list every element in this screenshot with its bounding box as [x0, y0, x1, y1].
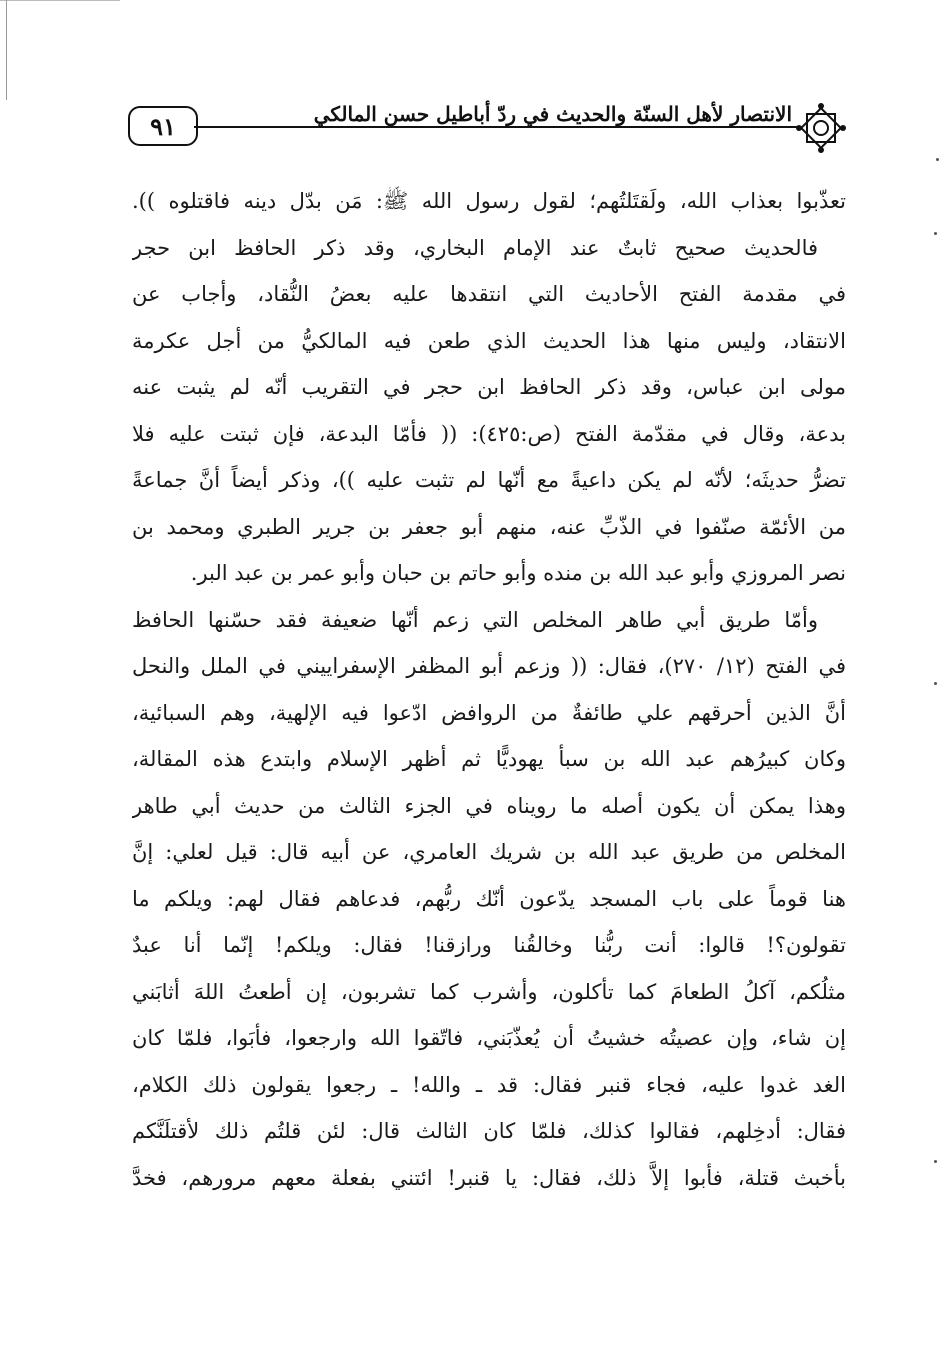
text-line: فقال: أدخِلهم، فقالوا كذلك، فلمّا كان الثالث قال: لئن قلتُم ذلك لأقتلَنَّكم [132, 1119, 846, 1143]
text-line: بدعة، وقال في مقدّمة الفتح (ص:٤٢٥): (( فأمّا البدعة، فإن ثبتت عليه فلا [132, 421, 846, 446]
text-line: وأمّا طريق أبي طاهر المخلص التي زعم أنّها ضعيفة فقد حسّنها الحافظ [132, 607, 818, 632]
text-line: تقولون؟! قالوا: أنت ربُّنا وخالقُنا ورازقنا! فقال: ويلكم! إنّما أنا عبدٌ [132, 933, 846, 957]
page-number-box [128, 106, 198, 146]
running-title: الانتصار لأهل السنّة والحديث في ردّ أباطيل حسن المالكي [313, 102, 792, 126]
text-line: تعذّبوا بعذاب الله، ولَقتَلتُهم؛ لقول رسول الله ﷺ: مَن بدّل دينه فاقتلوه )). [132, 189, 846, 213]
text-line: في الفتح (١٢/ ٢٧٠)، فقال: (( وزعم أبو المظفر الإسفراييني في الملل والنحل [132, 654, 846, 678]
text-line: أنَّ الذين أحرقهم علي طائفةٌ من الروافض ادّعوا فيه الإلهية، وهم السبائية، [132, 700, 846, 725]
scan-speck [934, 682, 937, 685]
star-ornament-icon [792, 100, 850, 156]
text-line: وهذا يمكن أن يكون أصله ما رويناه في الجزء الثالث من حديث أبي طاهر [132, 793, 846, 818]
text-line: نصر المروزي وأبو عبد الله بن منده وأبو حاتم بن حبان وأبو عمر بن عبد البر. [190, 561, 846, 585]
scan-edge-mark-left [6, 0, 7, 100]
scan-speck [934, 1160, 937, 1163]
text-line: المخلص من طريق عبد الله بن شريك العامري، عن أبيه قال: قيل لعلي: إنَّ [132, 840, 846, 864]
text-line: تضرُّ حديثَه؛ لأنّه لم يكن داعيةً مع أنّها لم تثبت عليه ))، وذكر أيضاً أنَّ جماعةً [132, 468, 846, 492]
header-rule [194, 126, 798, 128]
text-line: الانتقاد، وليس منها هذا الحديث الذي طعن فيه المالكيُّ من أجل عكرمة [132, 328, 846, 353]
text-line: مثلُكم، آكلُ الطعامَ كما تأكلون، وأشرب كما تشربون، إن أطعتُ اللهَ أثابَني [132, 979, 846, 1004]
page-number: ٩١ [150, 111, 176, 141]
page-body [132, 178, 846, 1201]
text-line: من الأئمّة صنّفوا في الذّبِّ عنه، منهم أبو جعفر بن جرير الطبري ومحمد بن [132, 514, 846, 539]
text-line: فالحديث صحيح ثابتٌ عند الإمام البخاري، وقد ذكر الحافظ ابن حجر [132, 235, 818, 260]
page-header [128, 100, 848, 156]
scan-edge-mark [0, 0, 120, 1]
text-line: وكان كبيرُهم عبد الله بن سبأ يهوديًّا ثم أظهر الإسلام وابتدع هذه المقالة، [132, 747, 846, 771]
text-line: إن شاء، وإن عصيتُه خشيتُ أن يُعذّبَني، فاتّقوا الله وارجعوا، فأبَوا، فلمّا كان [132, 1026, 846, 1050]
text-line: في مقدمة الفتح الأحاديث التي انتقدها عليه بعضُ النُّقاد، وأجاب عن [132, 282, 846, 306]
text-line: الغد غدوا عليه، فجاء قنبر فقال: قد ـ والله! ـ رجعوا يقولون ذلك الكلام، [132, 1072, 846, 1097]
text-line: مولى ابن عباس، وقد ذكر الحافظ ابن حجر في التقريب أنّه لم يثبت عنه [132, 375, 846, 399]
text-line: بأخبث قتلة، فأبوا إلاَّ ذلك، فقال: يا قنبر! ائتني بفعلة معهم مرورهم، فخدَّ [132, 1165, 846, 1190]
scan-speck [936, 158, 939, 161]
scan-speck [934, 232, 937, 235]
text-line: هنا قوماً على باب المسجد يدّعون أنّك ربُّهم، فدعاهم فقال لهم: ويلكم ما [132, 886, 846, 911]
